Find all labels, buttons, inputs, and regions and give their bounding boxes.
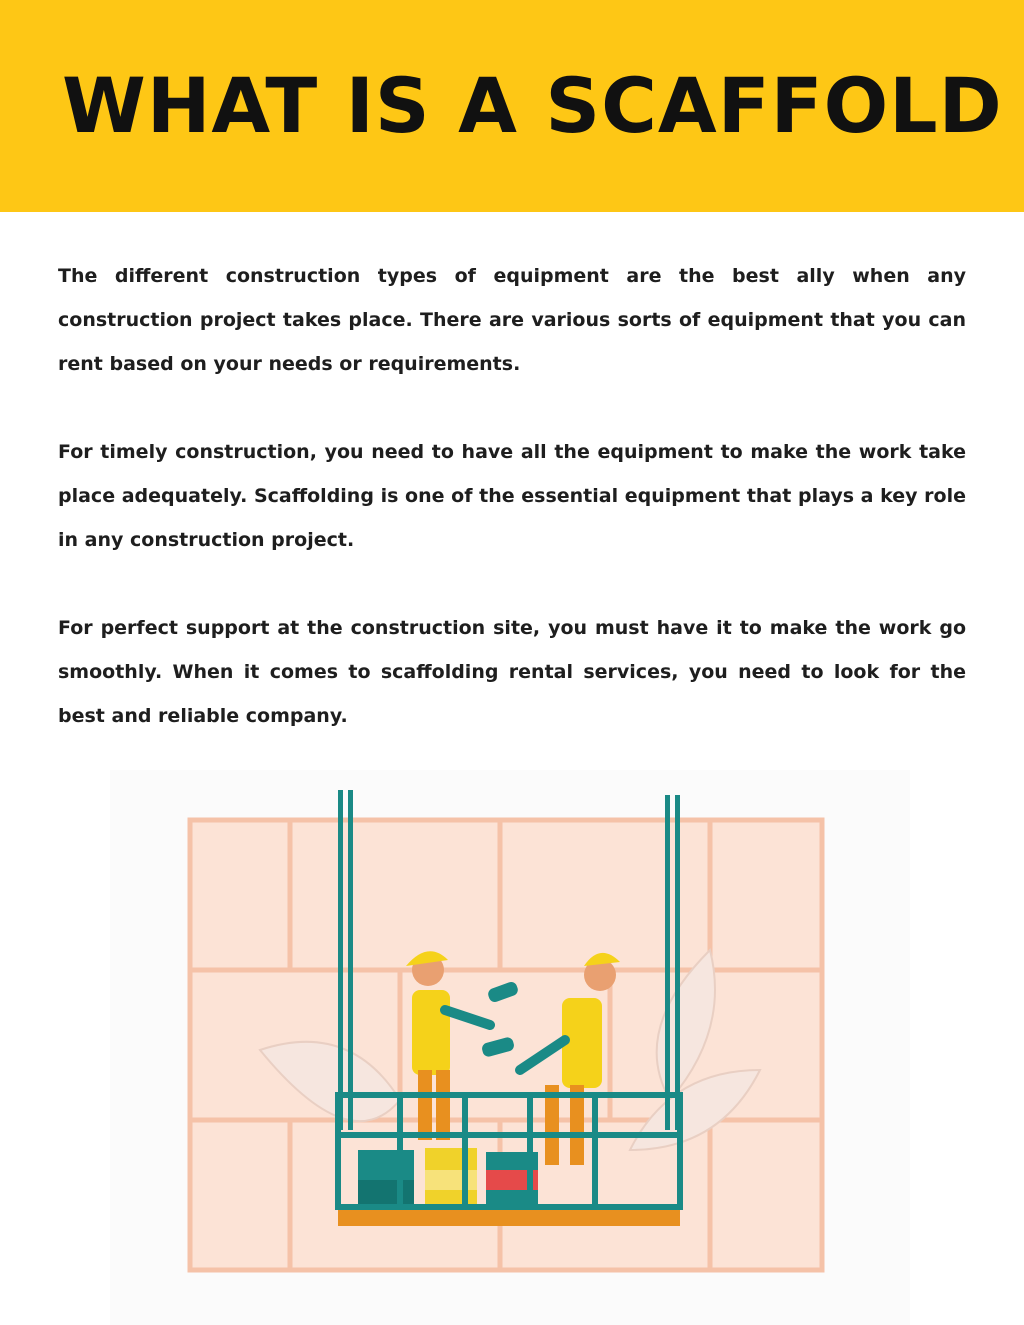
paragraph-1: The different construction types of equipment are the best ally when any construction project takes place. There are various sorts of equipment that you can rent based on your needs or requirements.: [58, 265, 966, 375]
scaffold-platform: [338, 1210, 680, 1226]
paint-buckets: [358, 1148, 538, 1206]
page-title: WHAT IS A SCAFFOLD: [62, 61, 1003, 150]
scaffold-illustration-svg: [110, 770, 910, 1325]
article-body: [58, 254, 966, 782]
title-banner: [0, 0, 1024, 212]
paragraph-3: For perfect support at the construction site, you must have it to make the work go smoothly. When it comes to scaffolding rental services, you need to look for the best and reliable company.: [58, 617, 966, 727]
paragraph-2: For timely construction, you need to have all the equipment to make the work take place adequately. Scaffolding is one of the essential equipment that plays a key role in any construction project.: [58, 441, 966, 551]
scaffold-workers-illustration: [110, 770, 910, 1325]
